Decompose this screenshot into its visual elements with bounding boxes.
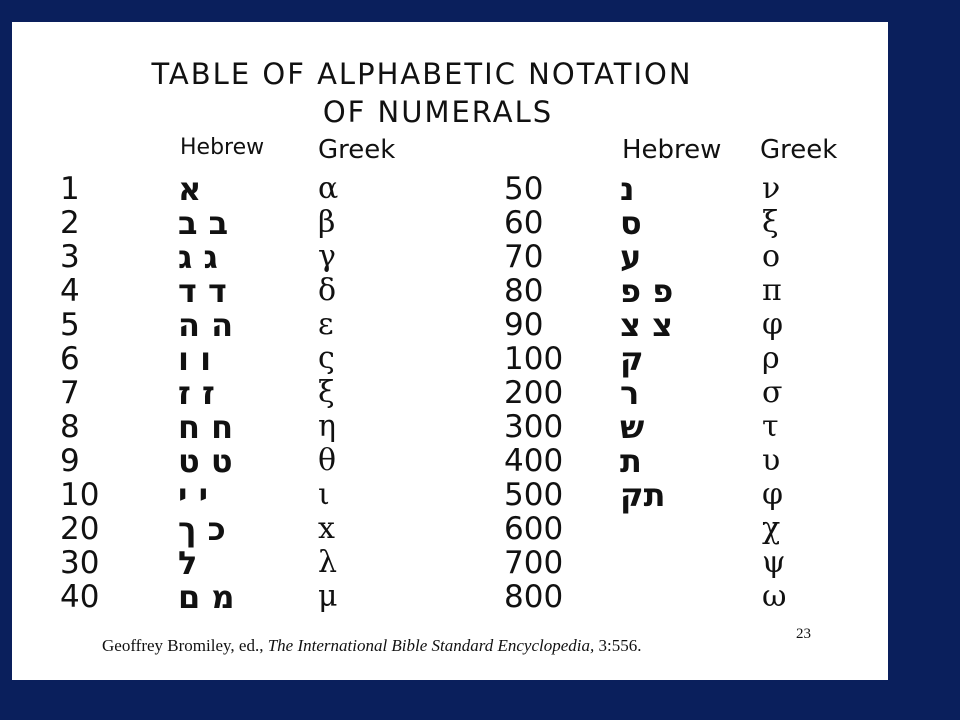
title-line-2: OF NUMERALS (322, 95, 554, 129)
left-hebrew-column (178, 172, 235, 614)
right-hebrew-cell: ע (620, 238, 642, 276)
left-hebrew-cell: ד ד (178, 272, 227, 310)
right-greek-cell: ξ (762, 205, 779, 240)
right-greek-cell: ο (762, 239, 781, 274)
right-hebrew-cell: ת (620, 442, 642, 480)
right-num-cell: 200 (504, 375, 564, 411)
right-hebrew-cell: צ צ (620, 306, 673, 344)
right-num-cell: 700 (504, 545, 564, 581)
right-num-cell: 300 (504, 409, 564, 445)
left-num-cell: 1 (60, 171, 80, 207)
left-hebrew-cell: ז ז (178, 374, 215, 412)
right-greek-cell: ν (762, 171, 781, 206)
right-hebrew-column (620, 172, 673, 614)
left-hebrew-cell: א (178, 170, 202, 208)
citation-suffix: 3:556. (594, 636, 642, 655)
right-greek-header: Greek (760, 135, 838, 165)
left-num-cell: 4 (60, 273, 80, 309)
left-hebrew-cell: כ ך (178, 510, 226, 548)
left-hebrew-cell: ה ה (178, 306, 234, 344)
left-hebrew-cell: מ ם (178, 578, 235, 616)
left-greek-cell: γ (318, 239, 336, 274)
left-num-cell: 7 (60, 375, 80, 411)
left-greek-cell: α (318, 171, 339, 206)
right-num-cell: 90 (504, 307, 544, 343)
right-greek-cell: φ (762, 477, 784, 512)
left-greek-cell: ς (318, 341, 335, 376)
left-num-cell: 3 (60, 239, 80, 275)
right-greek-cell: ψ (762, 545, 786, 580)
right-hebrew-cell: ר (620, 374, 640, 412)
left-greek-cell: ι (318, 477, 330, 512)
left-numbers-column (60, 172, 99, 614)
left-greek-cell: θ (318, 443, 337, 478)
right-greek-column (762, 172, 786, 614)
left-num-cell: 2 (60, 205, 80, 241)
right-greek-cell: ρ (762, 341, 780, 376)
right-hebrew-cell (620, 546, 673, 580)
citation (102, 636, 642, 656)
right-num-cell: 60 (504, 205, 544, 241)
left-num-cell: 30 (60, 545, 100, 581)
left-greek-cell: ε (318, 307, 334, 342)
left-greek-cell: β (318, 205, 336, 240)
left-hebrew-cell: ו ו (178, 340, 212, 378)
right-hebrew-cell: ק (620, 340, 644, 378)
right-hebrew-cell: ס (620, 204, 642, 242)
right-hebrew-cell: פ פ (620, 272, 674, 310)
right-num-cell: 500 (504, 477, 564, 513)
citation-work: The International Bible Standard Encyclopedia, (267, 636, 595, 655)
left-num-cell: 10 (60, 477, 100, 513)
left-num-cell: 40 (60, 579, 100, 615)
right-num-cell: 70 (504, 239, 544, 275)
left-num-cell: 20 (60, 511, 100, 547)
left-num-cell: 9 (60, 443, 80, 479)
right-num-cell: 400 (504, 443, 564, 479)
page-number: 23 (796, 626, 811, 642)
right-greek-cell: π (762, 273, 782, 308)
right-greek-cell: χ (762, 511, 781, 546)
left-greek-cell: x (318, 511, 335, 546)
right-greek-cell: ω (762, 579, 787, 614)
right-numbers-column (504, 172, 563, 614)
left-hebrew-cell: ל (178, 544, 198, 582)
right-greek-cell: σ (762, 375, 783, 410)
left-greek-cell: η (318, 409, 336, 444)
left-greek-column (318, 172, 338, 614)
right-hebrew-cell: תק (620, 476, 666, 514)
right-num-cell: 800 (504, 579, 564, 615)
right-hebrew-cell: נ (620, 170, 635, 208)
right-num-cell: 600 (504, 511, 564, 547)
left-hebrew-header: Hebrew (180, 135, 265, 160)
left-greek-cell: δ (318, 273, 337, 308)
left-hebrew-cell: י י (178, 476, 208, 514)
right-num-cell: 100 (504, 341, 564, 377)
left-num-cell: 6 (60, 341, 80, 377)
left-hebrew-cell: ב ב (178, 204, 229, 242)
right-num-cell: 50 (504, 171, 544, 207)
left-hebrew-cell: ח ח (178, 408, 234, 446)
slide-panel (12, 22, 888, 680)
right-hebrew-cell (620, 512, 673, 546)
left-greek-cell: ξ (318, 375, 335, 410)
right-greek-cell: υ (762, 443, 781, 478)
title-line-1: TABLE OF ALPHABETIC NOTATION (151, 57, 693, 91)
right-hebrew-header: Hebrew (622, 135, 722, 165)
right-greek-cell: τ (762, 409, 779, 444)
right-num-cell: 80 (504, 273, 544, 309)
left-num-cell: 5 (60, 307, 80, 343)
left-num-cell: 8 (60, 409, 80, 445)
right-hebrew-cell: ש (620, 408, 645, 446)
left-greek-cell: μ (318, 579, 338, 614)
right-greek-cell: φ (762, 307, 784, 342)
left-hebrew-cell: ט ט (178, 442, 233, 480)
left-greek-header: Greek (318, 135, 396, 165)
right-hebrew-cell (620, 580, 673, 614)
left-greek-cell: λ (318, 545, 338, 580)
citation-prefix: Geoffrey Bromiley, ed., (102, 636, 268, 655)
left-hebrew-cell: ג ג (178, 238, 218, 276)
